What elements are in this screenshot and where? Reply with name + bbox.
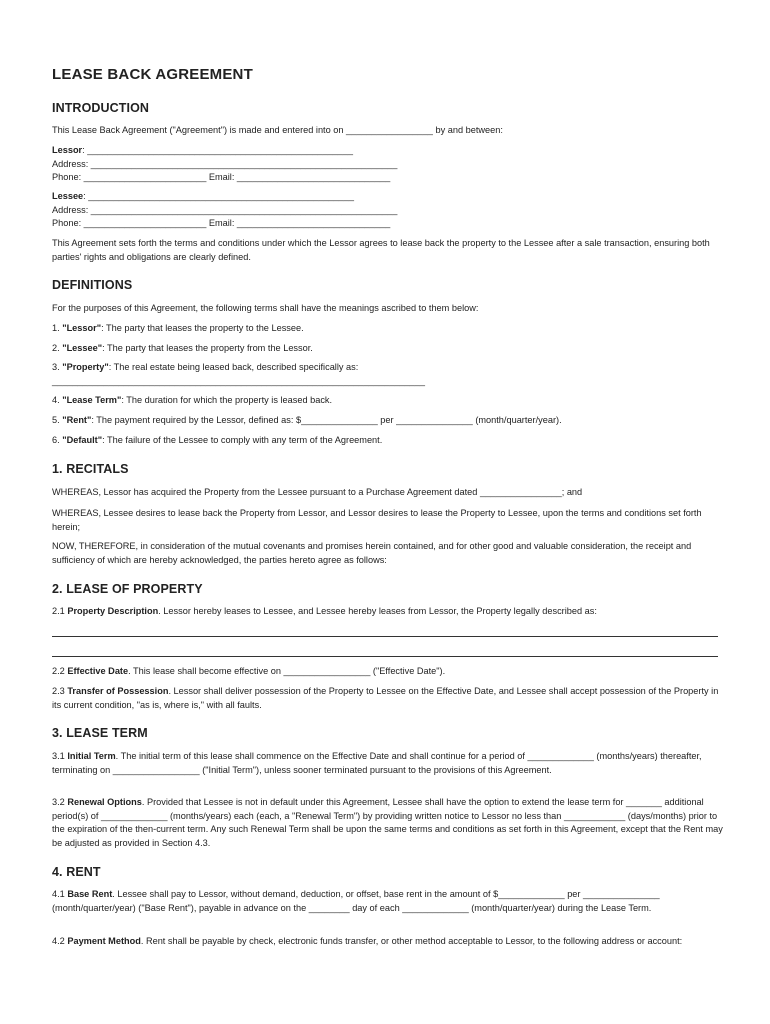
definition-item: [52, 342, 724, 356]
defined-term: "Lessor": [62, 323, 102, 333]
introduction-heading: INTRODUCTION: [52, 101, 150, 115]
definition-item: [52, 322, 724, 336]
lessee-block: [52, 190, 724, 231]
section-text: . Rent shall be payable by check, electronic funds transfer, or other method acceptable to Lessor, to the following address or account:: [140, 936, 683, 946]
legal-description-blank-line: [52, 636, 718, 637]
definition-text: : The party that leases the property to the Lessee.: [101, 323, 304, 333]
definition-item: [52, 361, 724, 375]
lessee-name-blank: : ____________________________________________________: [83, 191, 354, 201]
section-text: . Lessor hereby leases to Lessee, and Lessee hereby leases from Lessor, the Property legally described as:: [158, 606, 597, 616]
section-number: 3.2: [52, 797, 68, 807]
intro-line: This Lease Back Agreement ("Agreement") is made and entered into on _________________ by and between:: [52, 125, 503, 135]
section-number: 4.1: [52, 889, 68, 899]
recitals-heading: 1. RECITALS: [52, 462, 129, 476]
lessor-phone-email: Phone: ________________________ Email: ______________________________: [52, 172, 391, 183]
item-number: 6.: [52, 435, 63, 445]
section-4-2: [52, 935, 724, 949]
definition-item: [52, 414, 724, 428]
lessee-label: Lessee: [52, 191, 84, 201]
definition-text: : The failure of the Lessee to comply with any term of the Agreement.: [102, 435, 383, 445]
section-text: . The initial term of this lease shall commence on the Effective Date and shall continue for a period of _____________ (months/years) thereafter, terminating on _________________ ("Initial Term"), unless sooner terminated pursuant to the provisions of this Agreement.: [52, 751, 705, 775]
legal-description-blank-line: [52, 656, 718, 657]
section-2-3: [52, 685, 724, 712]
defined-term: "Default": [62, 435, 103, 445]
section-term: Renewal Options: [67, 797, 142, 807]
defined-term: "Property": [62, 362, 109, 372]
item-number: 2.: [52, 343, 63, 353]
section-4-1: [52, 888, 724, 915]
lessee-address: Address: ____________________________________________________________: [52, 204, 398, 215]
definition-text: : The payment required by the Lessor, defined as: $_______________ per _______________ (month/quarter/year).: [91, 415, 562, 425]
section-3-2: [52, 796, 724, 850]
section-number: 2.1: [52, 606, 68, 616]
section-term: Effective Date: [67, 666, 129, 676]
section-term: Payment Method: [67, 936, 141, 946]
item-number: 4.: [52, 395, 63, 405]
section-number: 4.2: [52, 936, 68, 946]
section-number: 2.3: [52, 686, 68, 696]
section-text: . Provided that Lessee is not in default under this Agreement, Lessee shall have the option to extend the lease term for _______ additional period(s) of _____________ (months/years) each (each, a "Renewal Term") by providing written notice to Lessor no less than ____________ (days/months) prior to the expiration of the then-current term. Any such Renewal Term shall be upon the same terms and conditions as set forth in this Agreement, except that the Rent may be adjusted as provided in Section 4.3.: [52, 797, 726, 848]
definition-text: : The party that leases the property from the Lessor.: [102, 343, 313, 353]
lessor-name-blank: : ____________________________________________________: [82, 145, 353, 155]
lessor-block: [52, 144, 724, 185]
lessor-label: Lessor: [52, 145, 83, 155]
document-title: LEASE BACK AGREEMENT: [52, 66, 253, 83]
definition-text: : The duration for which the property is leased back.: [121, 395, 333, 405]
property-description-blank: _________________________________________________________________________: [52, 376, 426, 386]
section-term: Initial Term: [67, 751, 116, 761]
item-number: 5.: [52, 415, 63, 425]
definitions-intro: For the purposes of this Agreement, the following terms shall have the meanings ascribed to them below:: [52, 303, 479, 313]
lessor-line: [52, 144, 724, 158]
section-term: Base Rent: [67, 889, 113, 899]
defined-term: "Rent": [62, 415, 92, 425]
item-number: 3.: [52, 362, 63, 372]
purpose-paragraph: This Agreement sets forth the terms and conditions under which the Lessor agrees to lease back the property to the Lessee after a sale transaction, ensuring both parties' rights and obligations are clearly defined.: [52, 238, 713, 262]
defined-term: "Lessee": [62, 343, 103, 353]
definition-text: : The real estate being leased back, described specifically as:: [108, 362, 359, 372]
defined-term: "Lease Term": [62, 395, 122, 405]
section-3-1: [52, 750, 724, 777]
lease-term-heading: 3. LEASE TERM: [52, 726, 148, 740]
recital-whereas-2: WHEREAS, Lessee desires to lease back the Property from Lessor, and Lessor desires to lease the Property to Lessee, upon the terms and conditions set forth herein;: [52, 508, 705, 532]
section-term: Transfer of Possession: [67, 686, 169, 696]
rent-heading: 4. RENT: [52, 865, 101, 879]
section-2-1: [52, 605, 724, 619]
recital-whereas-1: WHEREAS, Lessor has acquired the Property from the Lessee pursuant to a Purchase Agreement dated ________________; and: [52, 487, 583, 497]
section-number: 2.2: [52, 666, 68, 676]
item-number: 1.: [52, 323, 63, 333]
section-text: . Lessee shall pay to Lessor, without demand, deduction, or offset, base rent in the amount of $_____________ per _______________ (month/quarter/year) ("Base Rent"), payable in advance on the ________ day of each _____________ (month/quarter/year) during the Lease Term.: [52, 889, 663, 913]
lease-of-property-heading: 2. LEASE OF PROPERTY: [52, 582, 203, 596]
lessee-line: [52, 190, 724, 204]
section-text: . Lessor shall deliver possession of the Property to Lessee on the Effective Date, and Lessee shall accept possession of the Property in its current condition, "as is, where is," with all faults.: [52, 686, 721, 710]
definitions-heading: DEFINITIONS: [52, 278, 133, 292]
section-number: 3.1: [52, 751, 68, 761]
recital-now-therefore: NOW, THEREFORE, in consideration of the mutual covenants and promises herein contained, and for other good and valuable consideration, the receipt and sufficiency of which are hereby acknowledged, the parties hereto agree as follows:: [52, 541, 694, 565]
definition-item: [52, 394, 724, 408]
section-term: Property Description: [67, 606, 159, 616]
lessee-phone-email: Phone: ________________________ Email: ______________________________: [52, 218, 391, 229]
section-text: . This lease shall become effective on _________________ ("Effective Date").: [128, 666, 446, 676]
definition-item: [52, 434, 724, 448]
lessor-address: Address: ____________________________________________________________: [52, 158, 398, 169]
section-2-2: [52, 665, 724, 679]
